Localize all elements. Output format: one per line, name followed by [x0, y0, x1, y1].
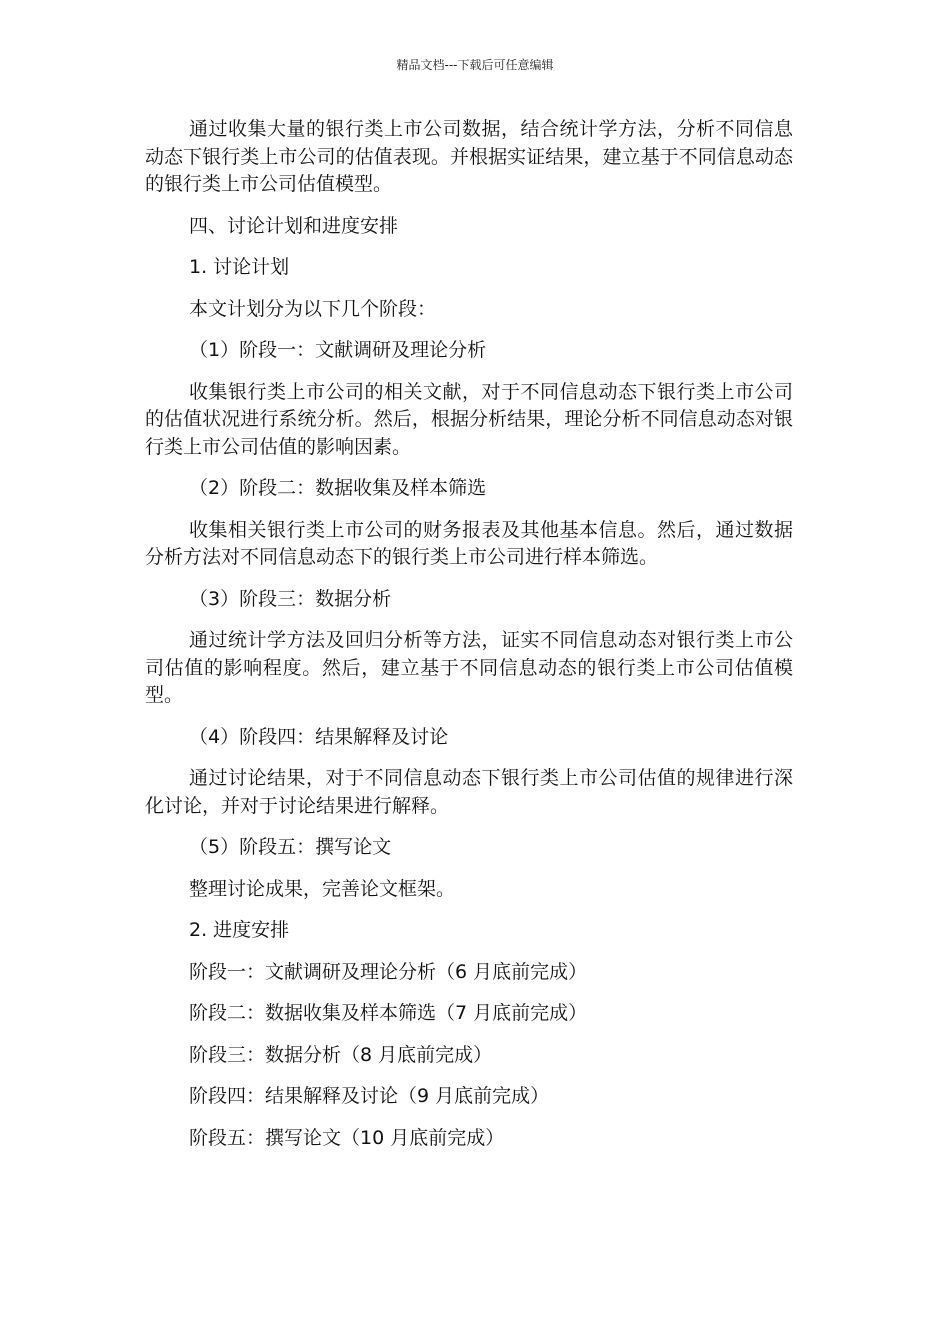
page-header: 精品文档---下载后可任意编辑	[396, 58, 554, 72]
document-body	[145, 116, 793, 1166]
stage-5-body: 整理讨论成果，完善论文框架。	[189, 877, 456, 900]
schedule-item-5: 阶段五：撰写论文（10 月底前完成）	[189, 1126, 505, 1149]
stage-5-title: （5）阶段五：撰写论文	[189, 836, 392, 858]
stage-2-body: 收集相关银行类上市公司的财务报表及其他基本信息。然后，通过数据分析方法对不同信息动态下的银行类上市公司进行样本筛选。	[145, 518, 793, 568]
subsection-heading-schedule: 2. 进度安排	[189, 919, 290, 941]
schedule-item-3: 阶段三：数据分析（8 月底前完成）	[189, 1043, 493, 1066]
schedule-item-1: 阶段一：文献调研及理论分析（6 月底前完成）	[189, 960, 588, 983]
plan-intro: 本文计划分为以下几个阶段：	[189, 297, 437, 320]
stage-2-title: （2）阶段二：数据收集及样本筛选	[189, 477, 487, 499]
section-heading: 四、讨论计划和进度安排	[189, 214, 399, 237]
stage-3-body: 通过统计学方法及回归分析等方法，证实不同信息动态对银行类上市公司估值的影响程度。然后，建立基于不同信息动态的银行类上市公司估值模型。	[145, 629, 793, 706]
stage-3-title: （3）阶段三：数据分析	[189, 587, 392, 610]
stage-4-body: 通过讨论结果，对于不同信息动态下银行类上市公司估值的规律进行深化讨论，并对于讨论结果进行解释。	[145, 767, 793, 817]
paragraph-intro: 通过收集大量的银行类上市公司数据，结合统计学方法，分析不同信息动态下银行类上市公司的估值表现。并根据实证结果，建立基于不同信息动态的银行类上市公司估值模型。	[145, 118, 793, 195]
stage-1-title: （1）阶段一：文献调研及理论分析	[189, 339, 487, 361]
schedule-item-2: 阶段二：数据收集及样本筛选（7 月底前完成）	[189, 1002, 588, 1024]
stage-1-body: 收集银行类上市公司的相关文献，对于不同信息动态下银行类上市公司的估值状况进行系统分析。然后，根据分析结果，理论分析不同信息动态对银行类上市公司估值的影响因素。	[145, 380, 793, 458]
schedule-item-4: 阶段四：结果解释及讨论（9 月底前完成）	[189, 1085, 550, 1107]
stage-4-title: （4）阶段四：结果解释及讨论	[189, 725, 449, 748]
subsection-heading-plan: 1. 讨论计划	[189, 256, 290, 278]
